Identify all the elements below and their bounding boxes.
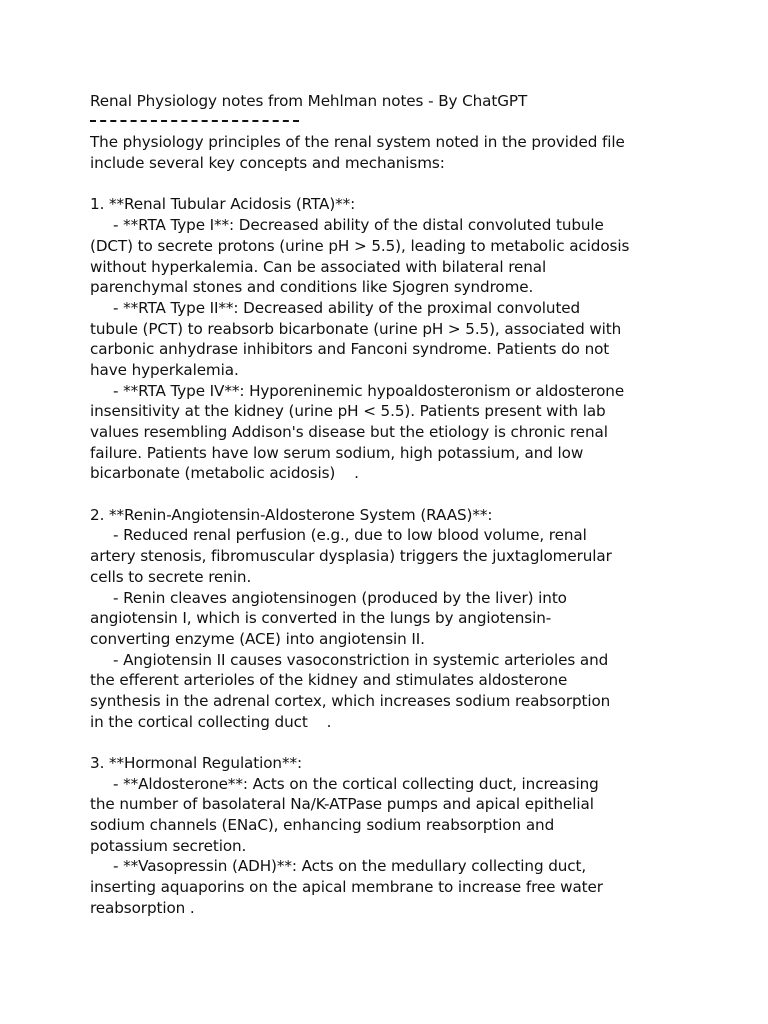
- document-page: [90, 91, 690, 919]
- section-heading: 1. **Renal Tubular Acidosis (RTA)**:: [90, 195, 356, 214]
- section-raas: [90, 505, 690, 733]
- section-heading: 2. **Renin-Angiotensin-Aldosterone System (RAAS)**:: [90, 505, 493, 524]
- list-item: - Angiotensin II causes vasoconstriction in systemic arterioles and the efferent arterioles of the kidney and stimulates aldosterone synthesis in the adrenal cortex, which increases sodium reabsorption in the cortical collecting duct .: [90, 650, 611, 731]
- list-item: - Renin cleaves angiotensinogen (produced by the liver) into angiotensin I, which is converted in the lungs by angiotensin- converting enzyme (ACE) into angiotensin II.: [90, 588, 567, 648]
- list-item: - **Vasopressin (ADH)**: Acts on the medullary collecting duct, inserting aquaporins on the apical membrane to increase free water reabsorption .: [90, 857, 603, 917]
- section-heading: 3. **Hormonal Regulation**:: [90, 754, 302, 772]
- list-item: - Reduced renal perfusion (e.g., due to low blood volume, renal artery stenosis, fibromuscular dysplasia) triggers the juxtaglomerular cells to secrete renin.: [90, 526, 612, 586]
- title-divider: [90, 112, 690, 133]
- list-item: - **RTA Type II**: Decreased ability of the proximal convoluted tubule (PCT) to reabsorb bicarbonate (urine pH > 5.5), associated with carbonic anhydrase inhibitors and Fanconi syndrome. Patients do not have hyperkalemia.: [90, 298, 622, 379]
- list-item: - **Aldosterone**: Acts on the cortical collecting duct, increasing the number of basolateral Na/K-ATPase pumps and apical epithelial sodium channels (ENaC), enhancing sodium reabsorption and potassium secretion.: [90, 774, 599, 855]
- document-title: Renal Physiology notes from Mehlman notes - By ChatGPT: [90, 92, 528, 110]
- list-item: - **RTA Type IV**: Hyporeninemic hypoaldosteronism or aldosterone insensitivity at the kidney (urine pH < 5.5). Patients present with lab values resembling Addison's disease but the etiology is chronic renal failure. Patients have low serum sodium, high potassium, and low bicarbonate (metabolic acidosis) .: [90, 381, 625, 483]
- intro-paragraph: The physiology principles of the renal system noted in the provided file include several key concepts and mechanisms:: [90, 133, 625, 173]
- section-rta: [90, 194, 690, 484]
- list-item: - **RTA Type I**: Decreased ability of the distal convoluted tubule (DCT) to secrete protons (urine pH > 5.5), leading to metabolic acidosis without hyperkalemia. Can be associated with bilateral renal parenchymal stones and conditions like Sjogren syndrome.: [90, 216, 630, 297]
- section-hormonal-regulation: [90, 753, 690, 919]
